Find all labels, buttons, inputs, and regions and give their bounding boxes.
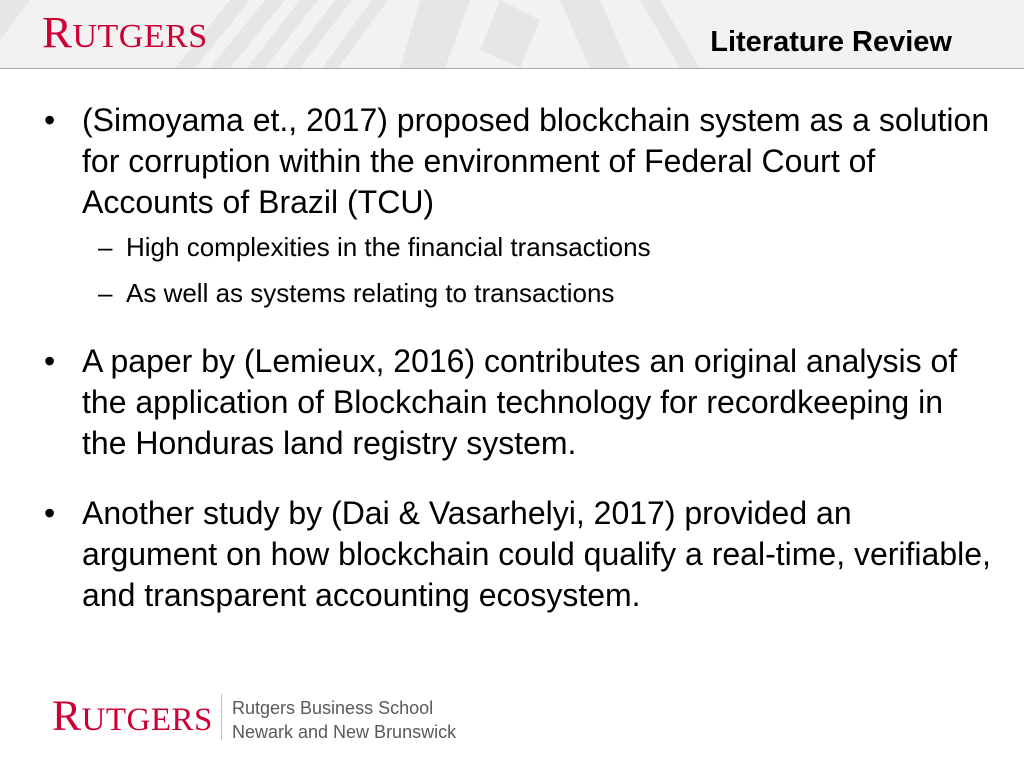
bullet-text: Another study by (Dai & Vasarhelyi, 2017) provided an argument on how blockchain could qualify a real-time, verifiable, and transparent accounting ecosystem. (82, 495, 991, 613)
footer-school-name: Rutgers Business School (232, 698, 434, 718)
sub-bullet-text: High complexities in the financial transactions (126, 232, 651, 262)
bullet-marker: • (44, 495, 56, 531)
sub-bullet-item (98, 231, 978, 263)
bullet-text: (Simoyama et., 2017) proposed blockchain system as a solution for corruption within the environment of Federal Court of Accounts of Brazil (TCU) (82, 102, 990, 220)
bullet-marker: • (44, 102, 56, 138)
sub-bullet-marker: – (98, 278, 113, 308)
bullet-item (44, 493, 994, 616)
footer-divider (221, 694, 222, 740)
bullet-marker: • (44, 343, 56, 379)
bullet-text: A paper by (Lemieux, 2016) contributes an original analysis of the application of Blockchain technology for recordkeeping in the Honduras land registry system. (82, 343, 958, 461)
footer-campus-names: Newark and New Brunswick (232, 722, 457, 742)
sub-bullet-text: As well as systems relating to transactions (126, 278, 615, 308)
bullet-item (44, 100, 994, 223)
sub-bullet-marker: – (98, 232, 113, 262)
rutgers-footer-logo-wordmark: RUTGERS (52, 692, 213, 740)
rutgers-footer-logo (52, 694, 213, 742)
sub-bullet-item (98, 277, 978, 309)
slide-title: Literature Review (710, 26, 952, 58)
slide-footer (0, 690, 1024, 750)
bullet-item (44, 341, 994, 464)
rutgers-logo-wordmark: RUTGERS (42, 7, 208, 57)
